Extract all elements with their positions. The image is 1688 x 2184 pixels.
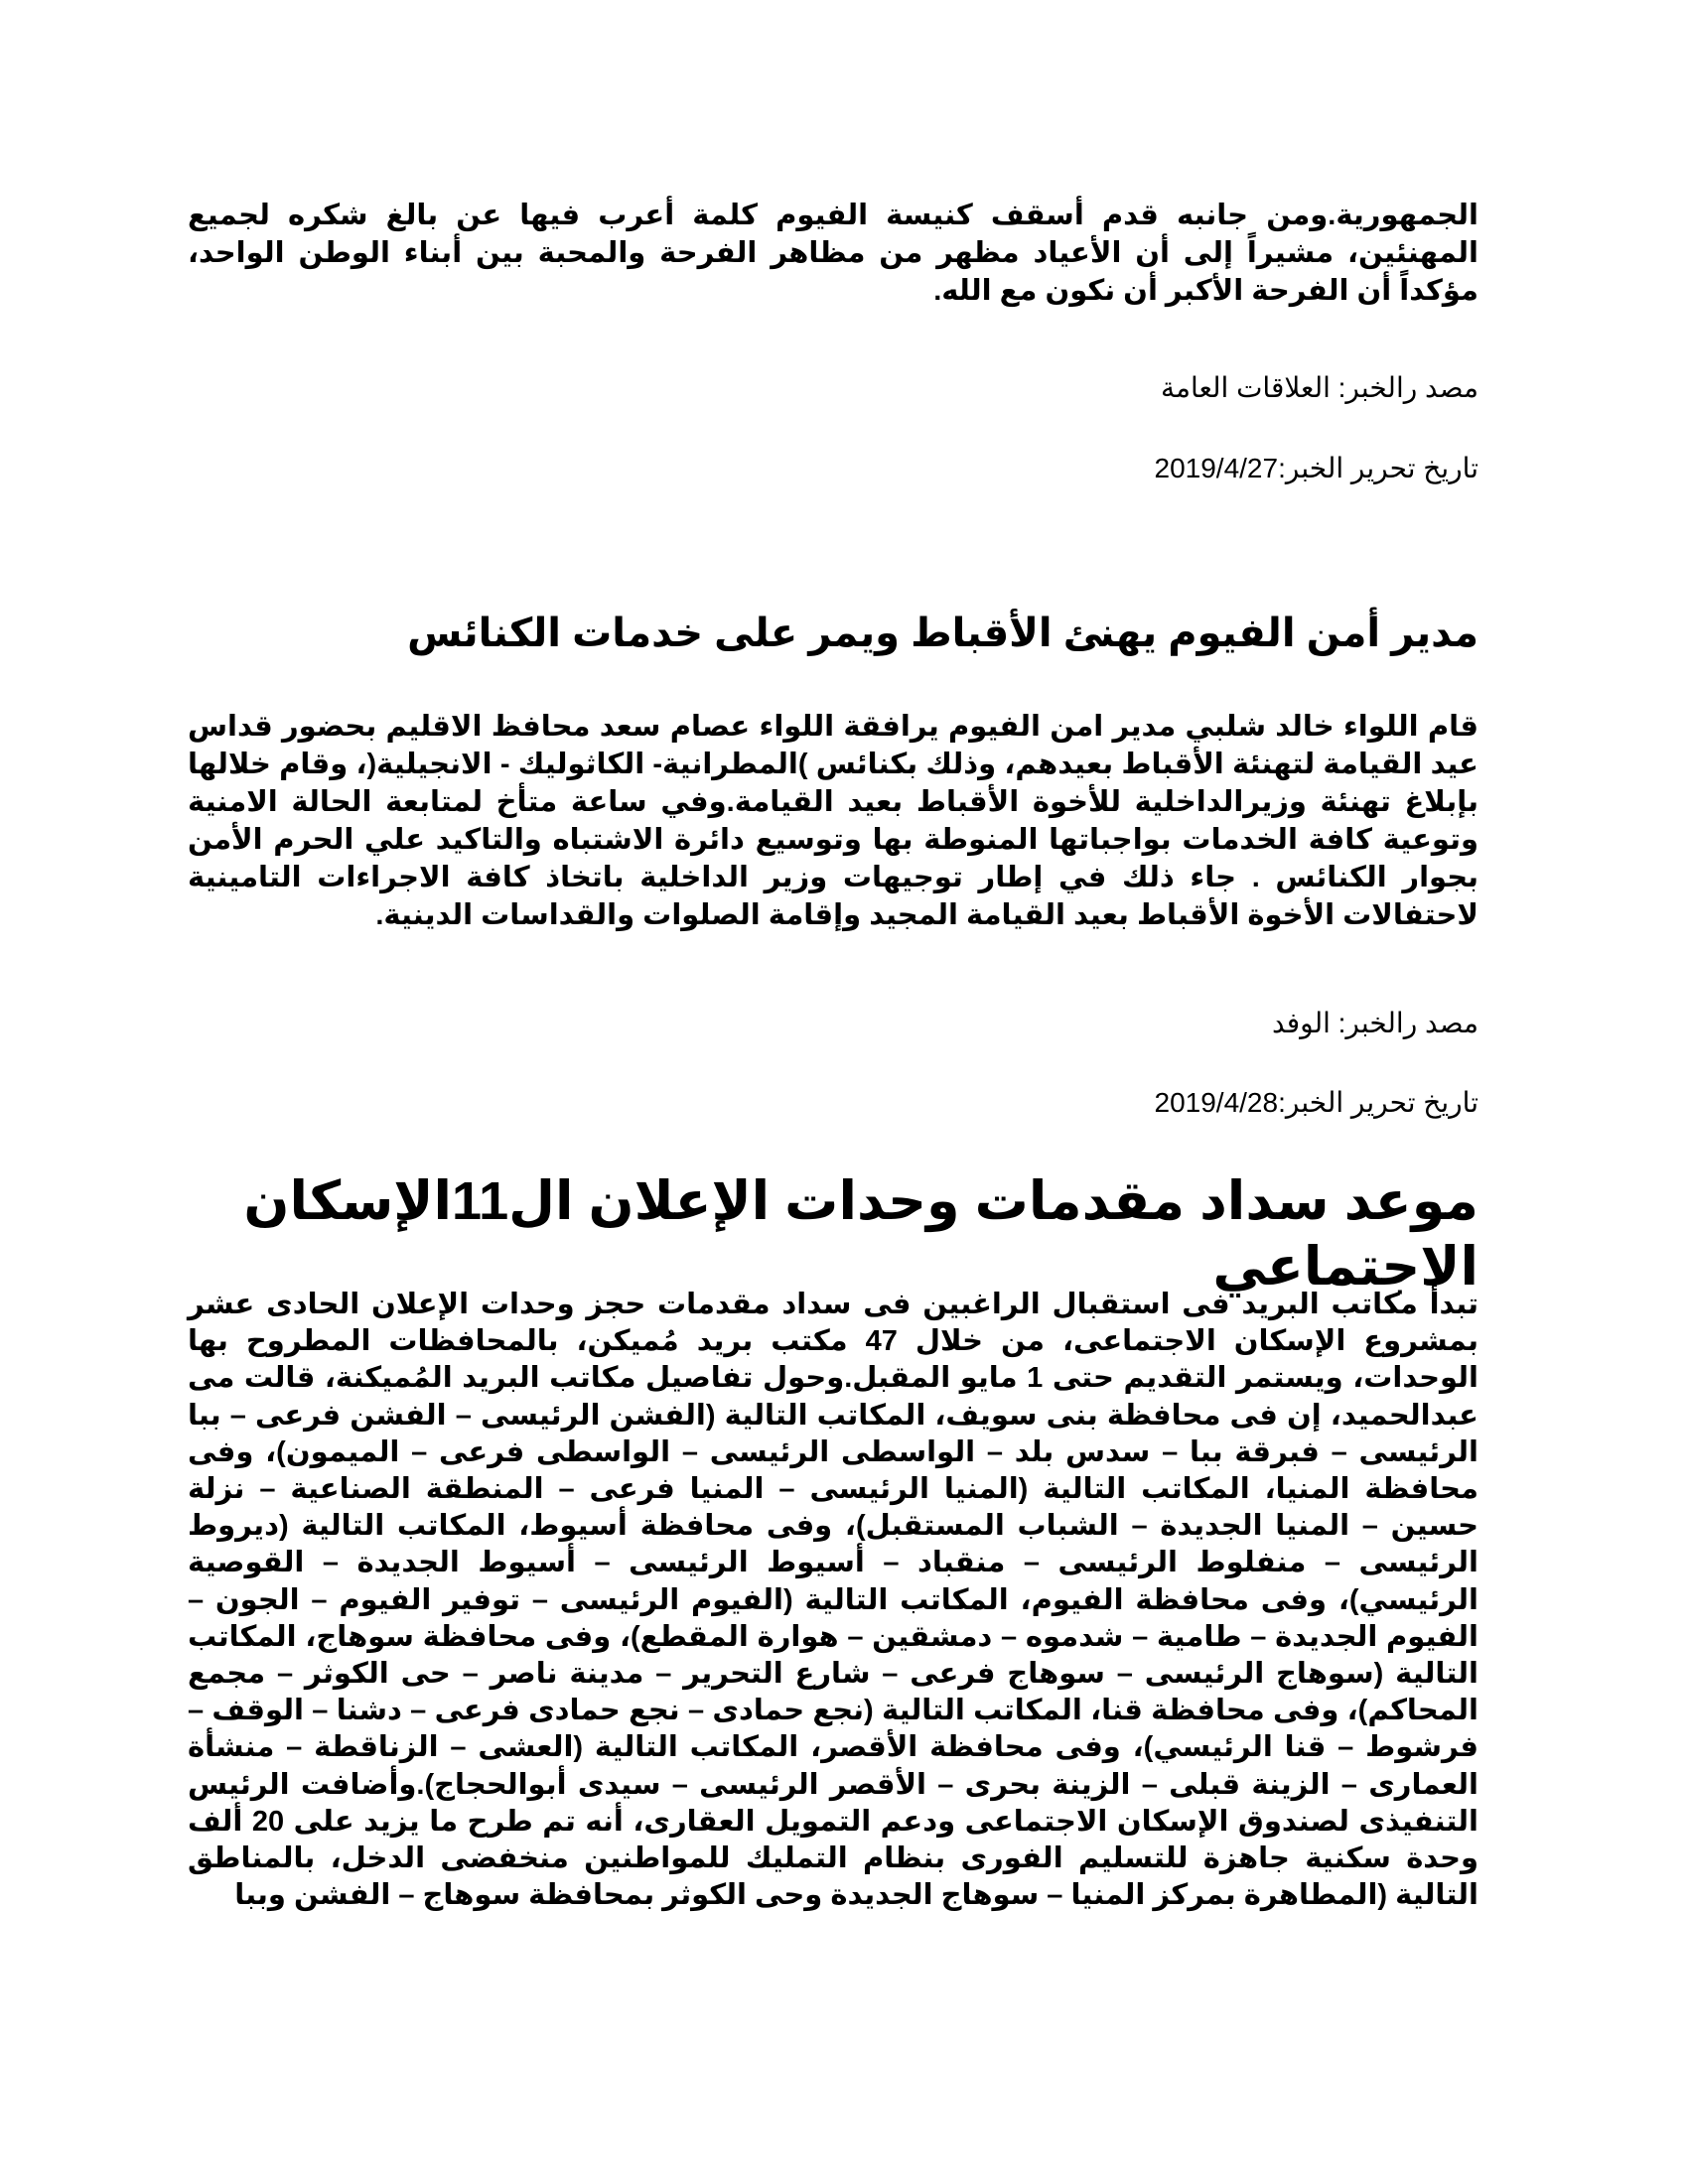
article-1-body: الجمهورية.ومن جانبه قدم أسقف كنيسة الفيوم كلمة أعرب فيها عن بالغ شكره لجميع المهنئين، مشيراً إلى أن الأعياد مظهر من مظاهر الفرحة والمحبة بين أبناء الوطن الواحد، مؤكداً أن الفرحة الأكبر أن نكون مع الله. (188, 200, 1478, 307)
article-1-date: تاريخ تحرير الخبر:2019/4/27 (1154, 453, 1478, 483)
article-2-headline: مدير أمن الفيوم يهنئ الأقباط ويمر على خدمات الكنائس (407, 612, 1478, 655)
article-1-source: مصد رالخبر: العلاقات العامة (1160, 372, 1478, 403)
article-3-body: تبدأ مكاتب البريد فى استقبال الراغبين فى سداد مقدمات حجز وحدات الإعلان الحادى عشر بمشروع الإسكان الاجتماعى، من خلال 47 مكتب بريد مُميكن، بالمحافظات المطروح بها الوحدات، ويستمر التقديم حتى 1 مايو المقبل.وحول تفاصيل مكاتب البريد المُميكنة، قالت مى عبدالحميد، إن فى محافظة بنى سويف، المكاتب التالية (الفشن الرئيسى – الفشن فرعى – ببا الرئيسى – فبرقة ببا – سدس بلد – الواسطى الرئيسى – الواسطى فرعى – الميمون)، وفى محافظة المنيا، المكاتب التالية (المنيا الرئيسى – المنيا فرعى – المنطقة الصناعية – نزلة حسين – المنيا الجديدة – الشباب المستقبل)، وفى محافظة أسيوط، المكاتب التالية (ديروط الرئيسى – منفلوط الرئيسى – منقباد – أسيوط الرئيسى – أسيوط الجديدة – القوصية الرئيسي)، وفى محافظة الفيوم، المكاتب التالية (الفيوم الرئيسى – توفير الفيوم – الجون – الفيوم الجديدة – طامية – شدموه – دمشقين – هوارة المقطع)، وفى محافظة سوهاج، المكاتب التالية (سوهاج الرئيسى – سوهاج فرعى – شارع التحرير – مدينة ناصر – حى الكوثر – مجمع المحاكم)، وفى محافظة قنا، المكاتب التالية (نجع حمادى – نجع حمادى فرعى – دشنا – الوقف – فرشوط – قنا الرئيسي)، وفى محافظة الأقصر، المكاتب التالية (العشى – الزناقطة – منشأة العمارى – الزينة قبلى – الزينة بحرى – الأقصر الرئيسى – سيدى أبوالحجاج).وأضافت الرئيس التنفيذى لصندوق الإسكان الاجتماعى ودعم التمويل العقارى، أنه تم طرح ما يزيد على 20 ألف وحدة سكنية جاهزة للتسليم الفورى بنظام التمليك للمواطنين منخفضى الدخل، بالمناطق التالية (المطاهرة بمركز المنيا – سوهاج الجديدة وحى الكوثر بمحافظة سوهاج – الفشن وببا (188, 1289, 1479, 1912)
article-2-body: قام اللواء خالد شلبي مدير امن الفيوم يرافقة اللواء عصام سعد محافظ الاقليم بحضور قداس عيد القيامة لتهنئة الأقباط بعيدهم، وذلك بكنائس )المطرانية- الكاثوليك - الانجيلية(، وقام خلالها بإبلاغ تهنئة وزيرالداخلية للأخوة الأقباط بعيد القيامة.وفي ساعة متأخ لمتابعة الحالة الامنية وتوعية كافة الخدمات بواجباتها المنوطة بها وتوسيع دائرة الاشتباه والتاكيد علي الحرم الأمن بجوار الكنائس . جاء ذلك في إطار توجيهات وزير الداخلية باتخاذ كافة الاجراءات التامينية لاحتفالات الأخوة الأقباط بعيد القيامة المجيد وإقامة الصلوات والقداسات الدينية. (188, 711, 1478, 931)
article-3-headline: موعد سداد مقدمات وحدات الإعلان ال11الإسكان الاجتماعي (243, 1171, 1478, 1297)
article-2-source: مصد رالخبر: الوفد (1272, 1008, 1478, 1038)
article-2-date: تاريخ تحرير الخبر:2019/4/28 (1154, 1087, 1478, 1118)
